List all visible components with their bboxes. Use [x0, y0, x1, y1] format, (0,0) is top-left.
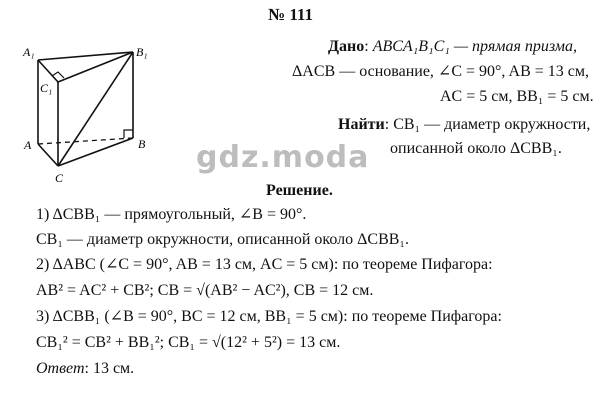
- edge-c1-b1: [58, 52, 133, 82]
- find-text-1: CB₁ — диаметр окружности,: [393, 116, 591, 133]
- solution-line-4: AB² = AC² + CB²; CB = √(AB² − AC²), CB = 12 см.: [36, 282, 374, 299]
- watermark: gdz.moda: [196, 140, 370, 175]
- label-a: A: [24, 138, 32, 152]
- edge-a-c: [38, 144, 58, 166]
- solution-line-5: 3) ΔCBB₁ (∠B = 90°, BC = 12 см, BB₁ = 5 см): по теореме Пифагора:: [36, 308, 502, 325]
- solution-line-1: 1) ΔCBB₁ — прямоугольный, ∠B = 90°.: [36, 206, 307, 223]
- find-line-2: описанной около ΔCBB₁.: [390, 140, 562, 157]
- edge-a1-b1: [38, 52, 133, 60]
- given-text-1: ABCA₁B₁C₁ — прямая призма,: [372, 38, 577, 55]
- given-line-1: Дано: ABCA₁B₁C₁ — прямая призма,: [328, 38, 577, 55]
- given-line-2: ΔACB — основание, ∠C = 90°, AB = 13 см,: [292, 63, 590, 80]
- edge-a1-c1: [38, 60, 58, 82]
- given-line-3: AC = 5 см, BB₁ = 5 см.: [440, 88, 594, 105]
- solution-line-6: CB₁² = CB² + BB₁²; CB₁ = √(12² + 5²) = 13 см.: [36, 334, 341, 351]
- solution-heading: Решение.: [266, 182, 333, 199]
- find-line-1: Найти: CB₁ — диаметр окружности,: [338, 116, 591, 133]
- solution-line-3: 2) ΔABC (∠C = 90°, AB = 13 см, AC = 5 см): по теореме Пифагора:: [36, 256, 493, 273]
- diagonal-c-b1: [58, 52, 133, 166]
- answer-label: Ответ: [36, 360, 85, 377]
- answer-line: [36, 360, 134, 378]
- label-a1: A₁: [23, 45, 35, 59]
- problem-number: № 111: [268, 5, 313, 24]
- given-label: Дано: [328, 38, 365, 55]
- label-c1: C₁: [40, 81, 53, 95]
- label-c: C: [55, 171, 64, 185]
- label-b: B: [138, 137, 146, 151]
- find-label: Найти: [338, 116, 385, 133]
- solution-line-2: CB₁ — диаметр окружности, описанной около ΔCBB₁.: [36, 231, 409, 248]
- prism-figure: [20, 36, 160, 186]
- answer-value: : 13 см.: [84, 360, 135, 377]
- right-angle-mark-b: [124, 130, 133, 138]
- label-b1: B₁: [136, 45, 148, 59]
